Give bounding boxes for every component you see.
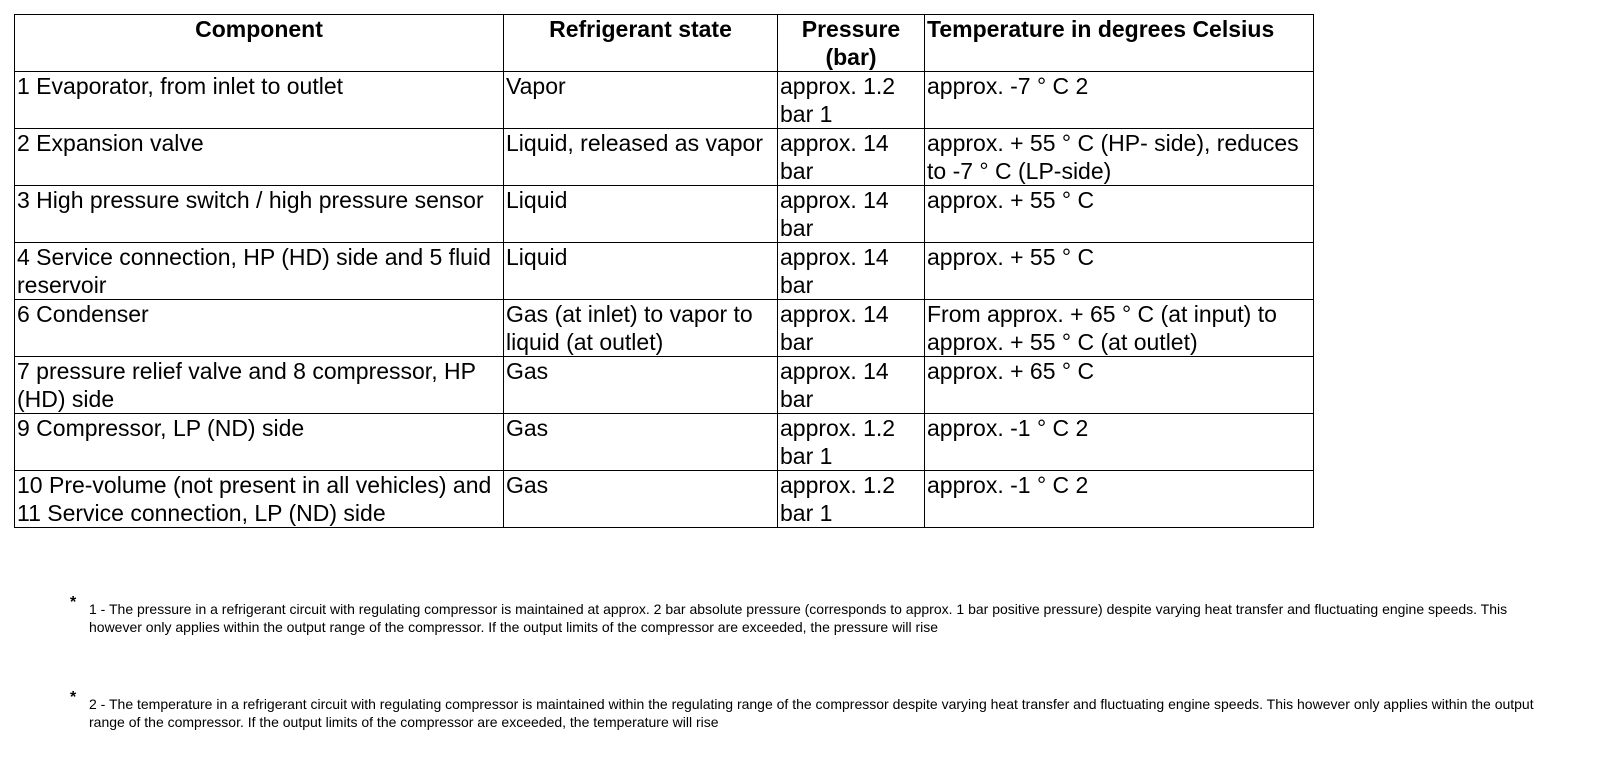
cell-pressure: approx. 1.2 bar 1 [778, 72, 925, 129]
cell-temperature: From approx. + 65 ° C (at input) to approx. + 55 ° C (at outlet) [925, 300, 1314, 357]
cell-state: Vapor [504, 72, 778, 129]
cell-pressure: approx. 1.2 bar 1 [778, 471, 925, 528]
table-row [15, 186, 1314, 243]
footnote-1 [70, 594, 1540, 636]
cell-state: Liquid [504, 243, 778, 300]
footnote-text: 2 - The temperature in a refrigerant circuit with regulating compressor is maintained within the regulating range of the compressor despite varying heat transfer and fluctuating engine speeds. This however only applies within the output range of the compressor. If the output limits of the compressor are exceeded, the temperature will rise [89, 696, 1534, 730]
header-pressure: Pressure (bar) [778, 15, 925, 72]
table-row [15, 243, 1314, 300]
footnote-text: 1 - The pressure in a refrigerant circuit with regulating compressor is maintained at approx. 2 bar absolute pressure (corresponds to approx. 1 bar positive pressure) despite varying heat transfer and fluctuating engine speeds. This however only applies within the output range of the compressor. If the output limits of the compressor are exceeded, the pressure will rise [89, 601, 1508, 635]
header-refrigerant-state: Refrigerant state [504, 15, 778, 72]
cell-component: 2 Expansion valve [15, 129, 504, 186]
cell-temperature: approx. -1 ° C 2 [925, 471, 1314, 528]
cell-pressure: approx. 14 bar [778, 300, 925, 357]
footnote-asterisk: * [70, 689, 77, 706]
cell-temperature: approx. -1 ° C 2 [925, 414, 1314, 471]
cell-component: 3 High pressure switch / high pressure sensor [15, 186, 504, 243]
cell-component: 7 pressure relief valve and 8 compressor, HP (HD) side [15, 357, 504, 414]
cell-state: Liquid, released as vapor [504, 129, 778, 186]
header-temperature: Temperature in degrees Celsius [925, 15, 1314, 72]
table-row [15, 129, 1314, 186]
cell-pressure: approx. 14 bar [778, 243, 925, 300]
cell-temperature: approx. + 55 ° C (HP- side), reduces to -7 ° C (LP-side) [925, 129, 1314, 186]
cell-state: Liquid [504, 186, 778, 243]
cell-state: Gas [504, 471, 778, 528]
footnote-2 [70, 689, 1540, 731]
cell-component: 10 Pre-volume (not present in all vehicles) and 11 Service connection, LP (ND) side [15, 471, 504, 528]
cell-component: 6 Condenser [15, 300, 504, 357]
cell-temperature: approx. -7 ° C 2 [925, 72, 1314, 129]
cell-state: Gas (at inlet) to vapor to liquid (at outlet) [504, 300, 778, 357]
table-row [15, 414, 1314, 471]
cell-component: 4 Service connection, HP (HD) side and 5 fluid reservoir [15, 243, 504, 300]
cell-pressure: approx. 14 bar [778, 186, 925, 243]
cell-temperature: approx. + 55 ° C [925, 243, 1314, 300]
table-row [15, 357, 1314, 414]
header-component: Component [15, 15, 504, 72]
cell-pressure: approx. 1.2 bar 1 [778, 414, 925, 471]
cell-temperature: approx. + 55 ° C [925, 186, 1314, 243]
footnote-asterisk: * [70, 594, 77, 611]
table-row [15, 300, 1314, 357]
cell-temperature: approx. + 65 ° C [925, 357, 1314, 414]
cell-component: 9 Compressor, LP (ND) side [15, 414, 504, 471]
table-row [15, 72, 1314, 129]
refrigerant-table [14, 14, 1314, 528]
table-row [15, 471, 1314, 528]
cell-pressure: approx. 14 bar [778, 357, 925, 414]
table-header-row [15, 15, 1314, 72]
cell-pressure: approx. 14 bar [778, 129, 925, 186]
cell-component: 1 Evaporator, from inlet to outlet [15, 72, 504, 129]
cell-state: Gas [504, 414, 778, 471]
cell-state: Gas [504, 357, 778, 414]
